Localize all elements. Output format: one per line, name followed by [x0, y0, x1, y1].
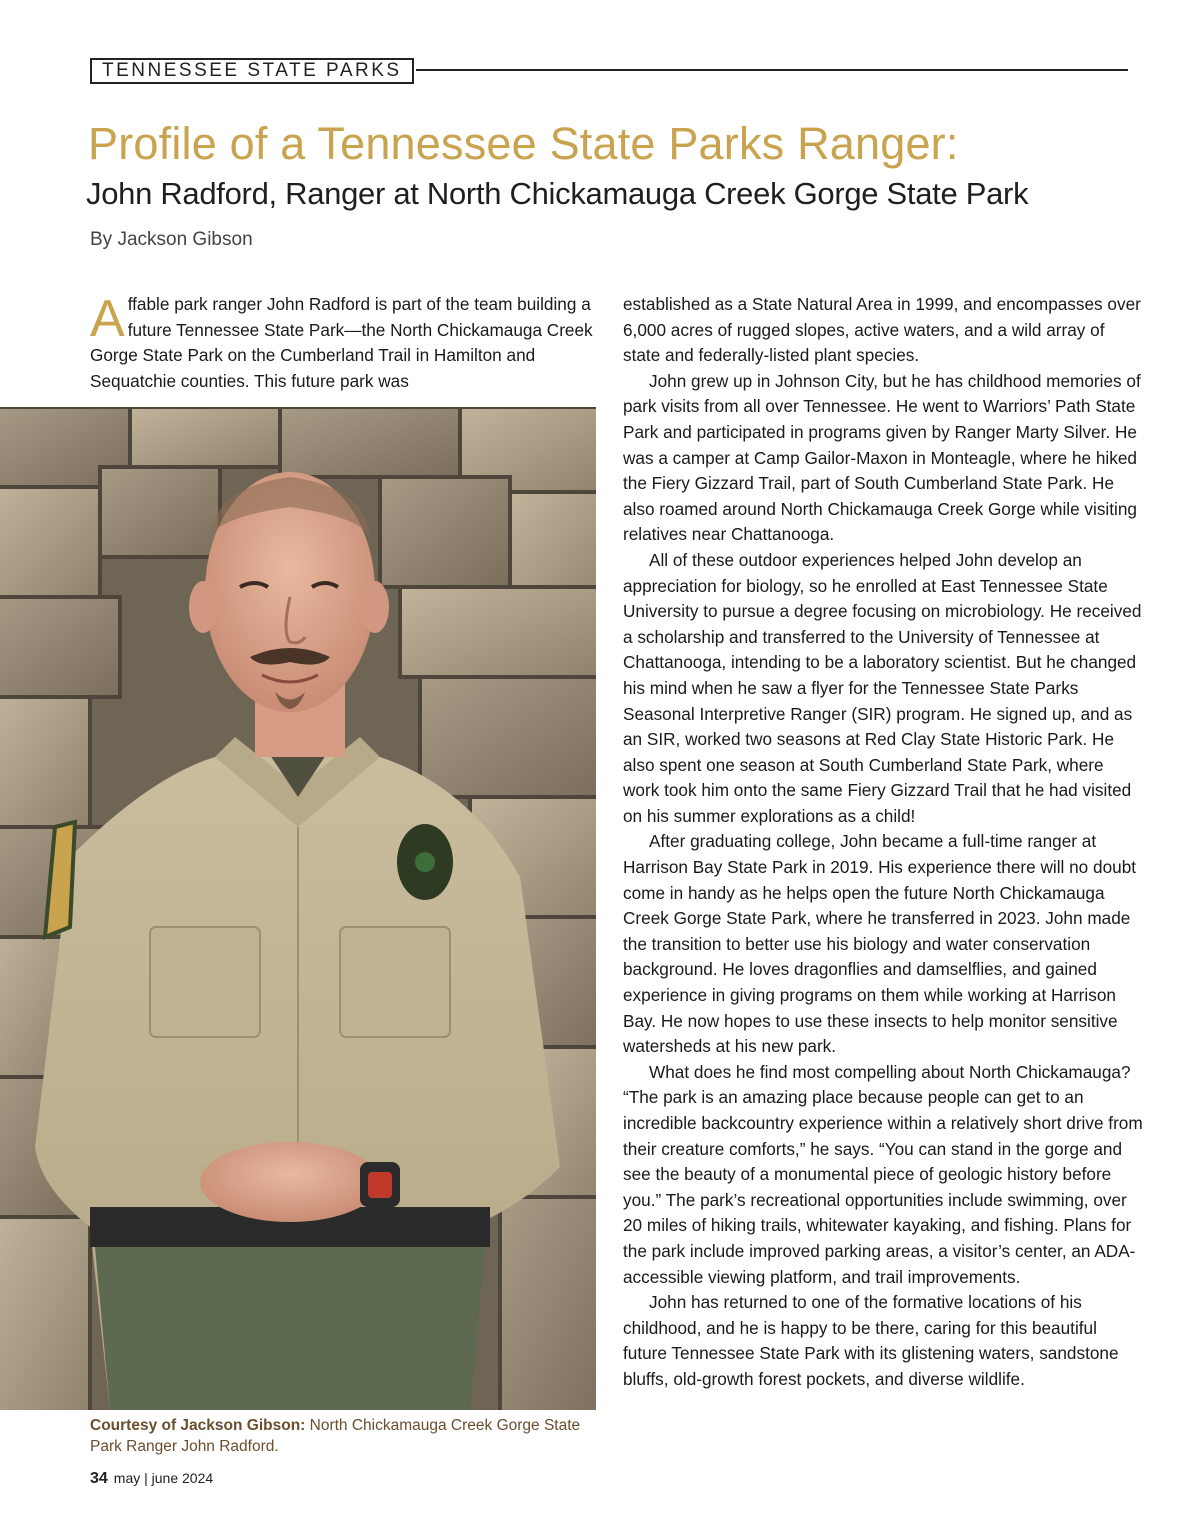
header-rule: [416, 69, 1128, 71]
body-paragraph: John grew up in Johnson City, but he has childhood memories of park visits from all over Tennessee. He went to Warriors’ Path State Park and participated in programs given by Ranger Marty Silver. He was a camper at Camp Gailor-Maxon in Monteagle, where he hiked the Fiery Gizzard Trail, part of South Cumberland State Park. He also roamed around North Chickamauga Creek Gorge while visiting relatives near Chattanooga.: [623, 370, 1141, 545]
lead-text: ffable park ranger John Radford is part of the team building a future Tennessee State Park—the North Chickamauga Creek Gorge State Park on the Cumberland Trail in Hamilton and Sequatchie counties. This future park was: [90, 294, 593, 391]
article-body: [623, 292, 1143, 1393]
caption-credit: Courtesy of Jackson Gibson:: [90, 1417, 306, 1434]
photo-caption: [90, 1415, 590, 1457]
body-paragraph: John has returned to one of the formative locations of his childhood, and he is happy to be there, caring for this beautiful future Tennessee State Park with its glistening waters, sandstone bluffs, old-growth forest pockets, and diverse wildlife.: [623, 1292, 1119, 1389]
page-folio: [90, 1470, 213, 1488]
ranger-photo: [0, 407, 596, 1410]
body-paragraph: established as a State Natural Area in 1999, and encompasses over 6,000 acres of rugged slopes, active waters, and a wild array of state and federally-listed plant species.: [623, 294, 1141, 366]
body-paragraph: What does he find most compelling about North Chickamauga? “The park is an amazing place because people can get to an incredible backcountry experience within a relatively short drive from their creature comforts,” he says. “You can stand in the gorge and see the beauty of a monumental piece of geologic history before you.” The park’s recreational opportunities include swimming, over 20 miles of hiking trails, whitewater kayaking, and fishing. Plans for the park include improved parking areas, a visitor’s center, an ADA-accessible viewing platform, and trail improvements.: [623, 1061, 1143, 1287]
issue-date: may | june 2024: [113, 1470, 214, 1486]
lead-paragraph: [90, 292, 598, 394]
body-paragraph: After graduating college, John became a full-time ranger at Harrison Bay State Park in 2019. His experience there will no doubt come in handy as he helps open the future North Chickamauga Creek Gorge State Park, where he transferred in 2023. John made the transition to better use his biology and water conservation background. He loves dragonflies and damselflies, and gained experience in giving programs on them while working at Harrison Bay. He now hopes to use these insects to help monitor sensitive watersheds at his new park.: [623, 831, 1137, 1057]
article-title: Profile of a Tennessee State Parks Ranger:: [88, 118, 959, 169]
drop-cap: A: [90, 290, 125, 348]
article-subtitle: John Radford, Ranger at North Chickamauga Creek Gorge State Park: [86, 176, 1029, 211]
body-paragraph: All of these outdoor experiences helped John develop an appreciation for biology, so he enrolled at East Tennessee State University to pursue a degree focusing on microbiology. He received a scholarship and transferred to the University of Tennessee at Chattanooga, intending to be a laboratory scientist. But he changed his mind when he saw a flyer for the Tennessee State Parks Seasonal Interpretive Ranger (SIR) program. He signed up, and as an SIR, worked two seasons at Red Clay State Historic Park. He also spent one season at South Cumberland State Park, where work took him onto the same Fiery Gizzard Trail that he had visited on his summer explorations as a child!: [623, 549, 1142, 826]
byline: By Jackson Gibson: [90, 229, 253, 250]
page-number: 34: [90, 1470, 108, 1487]
section-tag: TENNESSEE STATE PARKS: [90, 58, 414, 84]
caption-text: North Chickamauga Creek Gorge State Park Ranger John Radford.: [90, 1417, 581, 1455]
